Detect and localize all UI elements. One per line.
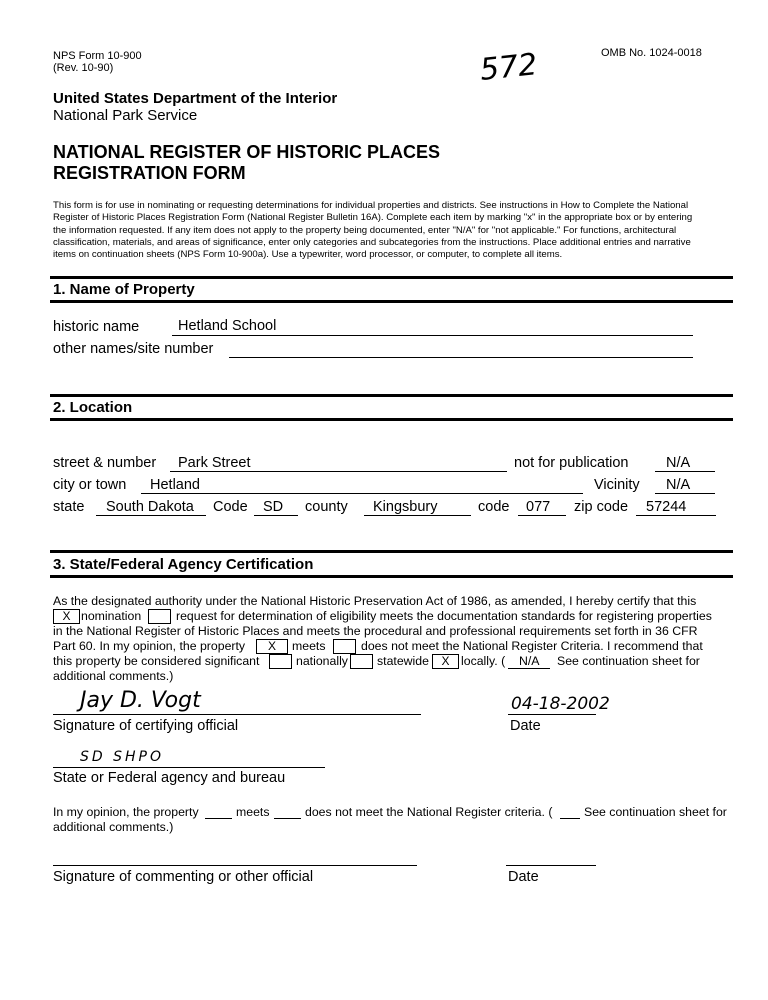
section1-heading: 1. Name of Property <box>53 281 195 298</box>
section-divider <box>50 276 733 279</box>
opinion-text-c: See continuation sheet for <box>584 805 727 819</box>
county-field[interactable]: Kingsbury <box>373 499 438 515</box>
locally-label: locally. ( <box>461 654 506 668</box>
state-field[interactable]: South Dakota <box>106 499 194 515</box>
agency-label: State or Federal agency and bureau <box>53 770 286 786</box>
section3-heading: 3. State/Federal Agency Certification <box>53 556 314 573</box>
section-divider <box>50 550 733 553</box>
continuation-text: See continuation sheet for <box>557 654 700 668</box>
meets-checkbox[interactable]: X <box>256 639 288 654</box>
county-code-underline <box>518 515 566 516</box>
other-names-label: other names/site number <box>53 341 214 357</box>
commenting-date-line[interactable] <box>506 865 596 866</box>
other-names-underline <box>229 357 693 358</box>
nationally-label: nationally <box>296 654 348 668</box>
opinion-line2: additional comments.) <box>53 820 174 834</box>
form-title-line1: NATIONAL REGISTER OF HISTORIC PLACES <box>53 142 441 162</box>
state-underline <box>96 515 206 516</box>
section-divider <box>50 575 733 578</box>
instructions <box>53 200 733 261</box>
certifying-signature: Jay D. Vogt <box>80 688 201 713</box>
continuation-field[interactable]: N/A <box>519 654 540 668</box>
state-label: state <box>53 499 85 515</box>
date-underline <box>508 714 596 715</box>
street-underline <box>170 471 507 472</box>
agency-underline <box>53 767 325 768</box>
state-code-field[interactable]: SD <box>263 499 284 515</box>
historic-name-label: historic name <box>53 319 140 335</box>
state-code-underline <box>254 515 298 516</box>
zip-field[interactable]: 57244 <box>646 499 687 515</box>
certification-line3: in the National Register of Historic Places and meets the procedural and professional requirements set forth in 36 CFR <box>53 624 698 638</box>
certification-line1: As the designated authority under the National Historic Preservation Act of 1986, as amended, I hereby certify that this <box>53 594 697 608</box>
opinion-meets-blank[interactable] <box>205 818 232 819</box>
form-number: NPS Form 10-900 <box>53 50 142 62</box>
section2-heading: 2. Location <box>53 399 133 416</box>
historic-name-underline <box>172 335 693 336</box>
statewide-label: statewide <box>377 654 429 668</box>
city-field[interactable]: Hetland <box>150 477 200 493</box>
form-title-line2: REGISTRATION FORM <box>53 163 246 183</box>
street-label: street & number <box>53 455 157 471</box>
county-code-label: code <box>478 499 510 515</box>
form-revision: (Rev. 10-90) <box>53 62 114 74</box>
certification-line4a: Part 60. In my opinion, the property <box>53 639 246 653</box>
signature-label: Signature of certifying official <box>53 718 239 734</box>
not-for-publication-field[interactable]: N/A <box>666 455 691 471</box>
certification-date: 04-18-2002 <box>511 694 610 714</box>
commenting-signature-label: Signature of commenting or other official <box>53 869 314 885</box>
county-label: county <box>305 499 348 515</box>
street-field[interactable]: Park Street <box>178 455 251 471</box>
certification-line6: additional comments.) <box>53 669 174 683</box>
statewide-checkbox[interactable] <box>350 654 373 669</box>
opinion-continuation-blank[interactable] <box>560 818 580 819</box>
historic-name-field[interactable]: Hetland School <box>178 318 277 334</box>
commenting-signature-line[interactable] <box>53 865 417 866</box>
instruction-line: items on continuation sheets (NPS Form 10-900a). Use a typewriter, word processor, or computer, to complete all items. <box>53 249 563 261</box>
commenting-date-label: Date <box>508 869 539 885</box>
instruction-line: classification, materials, and areas of significance, enter only categories and subcategories from the instructions. Place additional entries and narrative <box>53 236 691 248</box>
county-underline <box>364 515 471 516</box>
omb-number: OMB No. 1024-0018 <box>601 47 702 59</box>
section-divider <box>50 300 733 303</box>
nomination-checkbox[interactable]: X <box>53 609 80 624</box>
not-for-publication-underline <box>655 471 715 472</box>
section-divider <box>50 394 733 397</box>
zip-underline <box>636 515 716 516</box>
county-code-field[interactable]: 077 <box>526 499 551 515</box>
zip-label: zip code <box>574 499 629 515</box>
does-not-meet-text: does not meet the National Register Criteria. I recommend that <box>361 639 703 653</box>
city-underline <box>141 493 583 494</box>
request-checkbox[interactable] <box>148 609 171 624</box>
instruction-line: Register of Historic Places Registration Form (National Register Bulletin 16A). Complete each item by marking "x" in the appropriate box or by entering <box>53 212 693 224</box>
city-label: city or town <box>53 477 127 493</box>
opinion-meets-label: meets <box>236 805 270 819</box>
vicinity-label: Vicinity <box>594 477 640 493</box>
opinion-text-b: does not meet the National Register criteria. ( <box>305 805 553 819</box>
nationally-checkbox[interactable] <box>269 654 292 669</box>
locally-checkbox[interactable]: X <box>432 654 459 669</box>
agency-handwritten: SD SHPO <box>80 749 164 765</box>
meets-label: meets <box>292 639 326 653</box>
opinion-text-a: In my opinion, the property <box>53 805 199 819</box>
certification-line5: this property be considered significant <box>53 654 260 668</box>
not-for-publication-label: not for publication <box>514 455 629 471</box>
instruction-line: the information requested. If any item does not apply to the property being documented, enter "N/A" for "not applicable." For functions, architectural <box>53 224 677 236</box>
section-divider <box>50 418 733 421</box>
state-code-label: Code <box>213 499 248 515</box>
signature-underline <box>53 714 421 715</box>
vicinity-field[interactable]: N/A <box>666 477 691 493</box>
date-label: Date <box>510 718 541 734</box>
vicinity-underline <box>655 493 715 494</box>
instruction-line: This form is for use in nominating or requesting determinations for individual properties and districts. See instructions in How to Complete the National <box>53 200 689 211</box>
opinion-not-meet-blank[interactable] <box>274 818 301 819</box>
nomination-label: nomination <box>81 609 142 623</box>
continuation-underline <box>508 668 550 669</box>
request-text: request for determination of eligibility meets the documentation standards for registering properties <box>176 609 712 623</box>
department: United States Department of the Interior <box>53 90 338 107</box>
does-not-meet-checkbox[interactable] <box>333 639 356 654</box>
agency-service: National Park Service <box>53 107 198 124</box>
handwritten-number: 572 <box>478 47 539 88</box>
